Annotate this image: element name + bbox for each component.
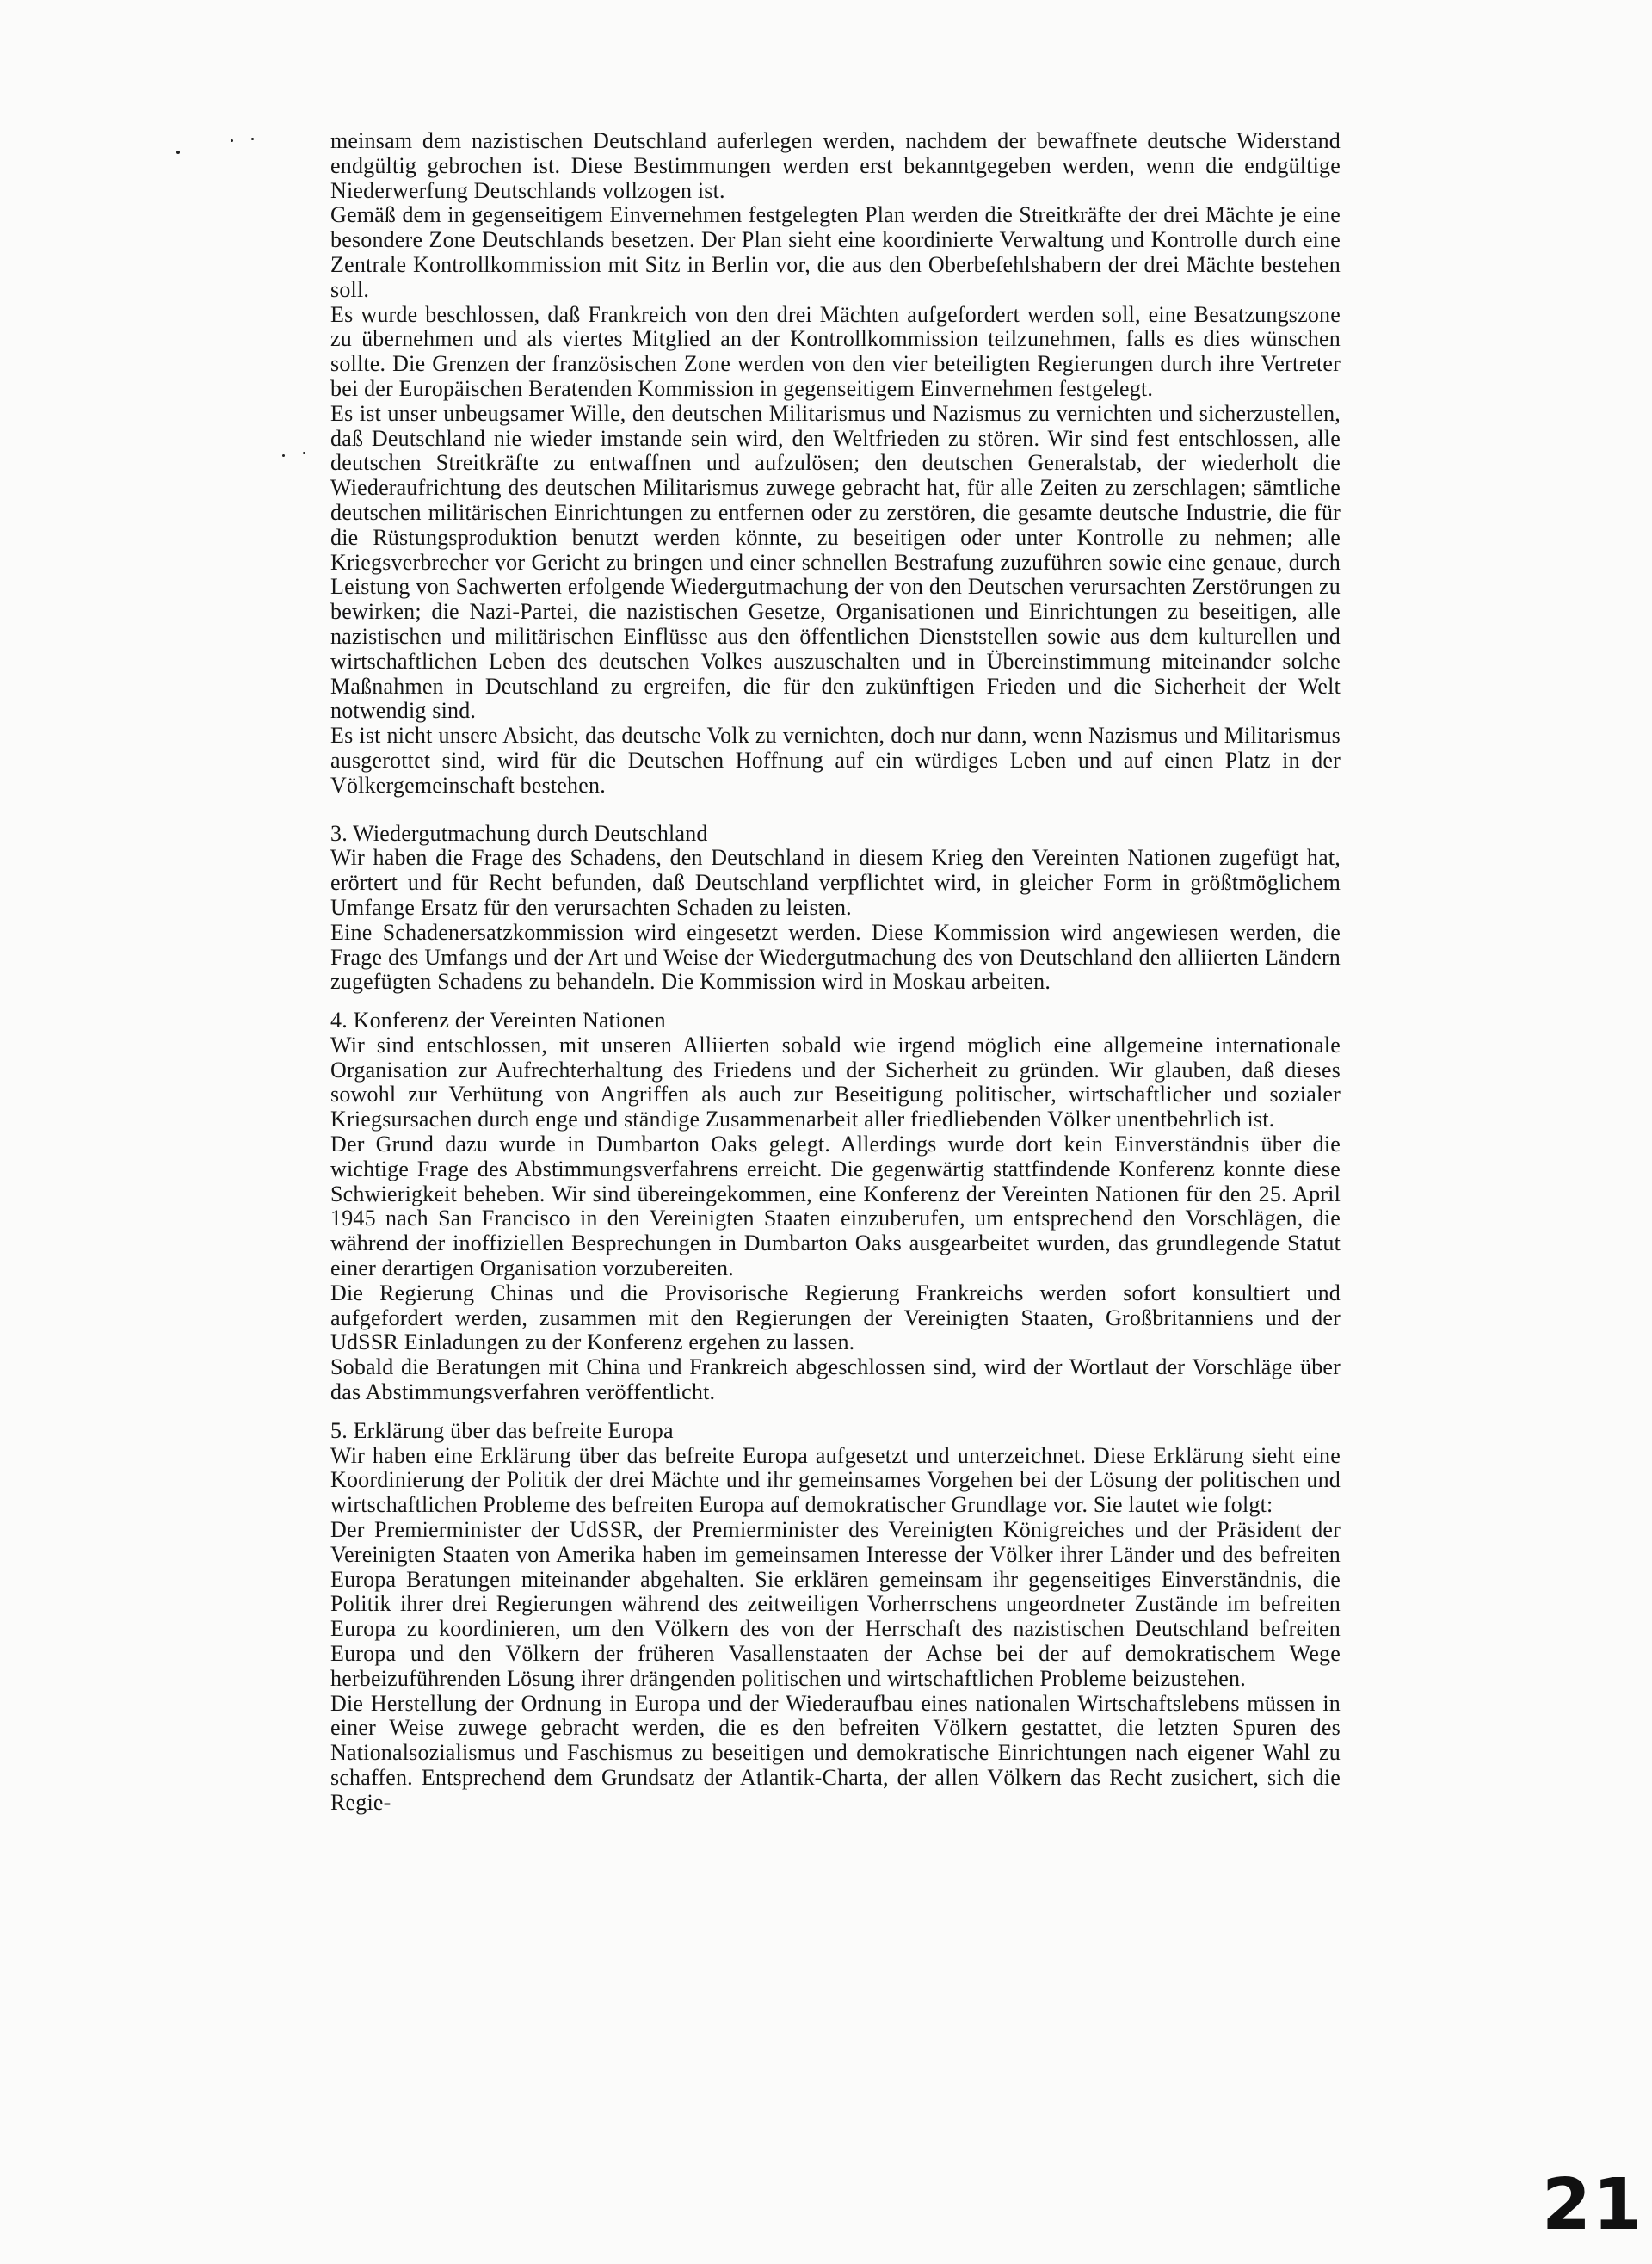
section-un-conference xyxy=(330,1009,1341,1405)
section-liberated-europe xyxy=(330,1419,1341,1816)
section-paragraph: Die Herstellung der Ordnung in Europa und der Wiederaufbau eines nationalen Wirtschaftslebens müssen in einer Weise zuwege gebracht werden, die es den befreiten Völkern gestattet, die letzten Spuren des Nationalsozialismus und Faschismus zu beseitigen und demokratische Einrichtungen nach eigener Wahl zu schaffen. Entsprechend dem Grundsatz der Atlantik-Charta, der allen Völkern das Recht zusichert, sich die Regie- xyxy=(330,1690,1341,1815)
section-reparations xyxy=(330,822,1341,996)
intro-paragraph-3: Es wurde beschlossen, daß Frankreich von den drei Mächten aufgefordert werden soll, eine Besatzungszone zu übernehmen und als viertes Mitglied an der Kontrollkommission teilzunehmen, falls es dies wünschen sollte. Die Grenzen der französischen Zone werden von den vier beteiligten Regierungen durch ihre Vertreter bei der Europäischen Beratenden Kommission in gegenseitigem Einvernehmen festgelegt. xyxy=(330,301,1341,401)
section-paragraph: Wir sind entschlossen, mit unseren Alliierten sobald wie irgend möglich eine allgemeine internationale Organisation zur Aufrechterhaltung des Friedens und der Sicherheit zu gründen. Wir glauben, daß dieses sowohl zur Verhütung von Angriffen als auch zur Beseitigung politischer, wirtschaftlicher und sozialer Kriegsursachen durch enge und ständige Zusammenarbeit aller friedliebenden Völker unentbehrlich ist. xyxy=(330,1032,1341,1132)
section-paragraph: Eine Schadenersatzkommission wird eingesetzt werden. Diese Kommission wird angewiesen werden, die Frage des Umfangs und der Art und Weise der Wiedergutmachung des von Deutschland den alliierten Ländern zugefügten Schadens zu behandeln. Die Kommission wird in Moskau arbeiten. xyxy=(330,919,1341,995)
scan-speck xyxy=(251,138,254,140)
section-paragraph: Der Grund dazu wurde in Dumbarton Oaks gelegt. Allerdings wurde dort kein Einverständnis über die wichtige Frage des Abstimmungsverfahrens erreicht. Die gegenwärtig stattfindende Konferenz konnte diese Schwierigkeit beheben. Wir sind übereingekommen, eine Konferenz der Vereinten Nationen für den 25. April 1945 nach San Francisco in den Vereinigten Staaten einzuberufen, um entsprechend den Vorschlägen, die während der inoffiziellen Besprechungen in Dumbarton Oaks ausgearbeitet wurden, das grundlegende Statut einer derartigen Organisation vorzubereiten. xyxy=(330,1132,1341,1281)
section-paragraph: Wir haben die Frage des Schadens, den Deutschland in diesem Krieg den Vereinten Nationen zugefügt hat, erörtert und für Recht befunden, daß Deutschland verpflichtet wird, in gleicher Form in größtmöglichem Umfange Ersatz für den verursachten Schaden zu leisten. xyxy=(330,845,1341,920)
intro-paragraph-5: Es ist nicht unsere Absicht, das deutsche Volk zu vernichten, doch nur dann, wenn Nazismus und Militarismus ausgerottet sind, wird für die Deutschen Hoffnung auf ein würdiges Leben und auf einen Platz in der Völkergemeinschaft bestehen. xyxy=(330,723,1341,798)
scan-speck xyxy=(303,452,305,454)
scan-speck xyxy=(282,454,285,457)
scan-speck xyxy=(176,151,180,154)
section-paragraph: Die Regierung Chinas und die Provisorische Regierung Frankreichs werden sofort konsultiert und aufgefordert werden, zusammen mit den Regierungen der Vereinigten Staaten, Großbritanniens und der UdSSR Einladungen zu der Konferenz ergehen zu lassen. xyxy=(330,1280,1341,1355)
section-paragraph: Der Premierminister der UdSSR, der Premierminister des Vereinigten Königreiches und der Präsident der Vereinigten Staaten von Amerika haben im gemeinsamen Interesse der Völker ihrer Länder und des befreiten Europa Beratungen miteinander abgehalten. Sie erklären gemeinsam ihr gegenseitiges Einverständnis, die Politik ihrer drei Regierungen während des zeitweiligen Vorherrschens ungeordneter Zustände im befreiten Europa zu koordinieren, um den Völkern des von der Herrschaft des nazistischen Deutschland befreiten Europa und den Völkern der früheren Vasallenstaaten der Achse bei der auf demokratischem Wege herbeizuführenden Lösung ihrer drängenden politischen und wirtschaftlichen Probleme beizustehen. xyxy=(330,1517,1341,1691)
section-heading: 4. Konferenz der Vereinten Nationen xyxy=(330,1008,666,1033)
section-paragraph: Wir haben eine Erklärung über das befreite Europa aufgesetzt und unterzeichnet. Diese Erklärung sieht eine Koordinierung der Politik der drei Mächte und ihr gemeinsames Vorgehen bei der Lösung der politischen und wirtschaftlichen Probleme des befreiten Europa auf demokratischer Grundlage vor. Sie lautet wie folgt: xyxy=(330,1442,1341,1518)
section-heading: 3. Wiedergutmachung durch Deutschland xyxy=(330,820,708,846)
intro-paragraph-2: Gemäß dem in gegenseitigem Einvernehmen festgelegten Plan werden die Streitkräfte der drei Mächte je eine besondere Zone Deutschlands besetzen. Der Plan sieht eine koordinierte Verwaltung und Kontrolle durch eine Zentrale Kontrollkommission mit Sitz in Berlin vor, die aus den Oberbefehlshabern der drei Mächte bestehen soll. xyxy=(330,202,1341,302)
intro-paragraph-4: Es ist unser unbeugsamer Wille, den deutschen Militarismus und Nazismus zu vernichten und sicherzustellen, daß Deutschland nie wieder imstande sein wird, den Weltfrieden zu stören. Wir sind fest entschlossen, alle deutschen Streitkräfte zu entwaffnen und aufzulösen; den deutschen Generalstab, der wiederholt die Wiederaufrichtung des deutschen Militarismus zuwege gebracht hat, für alle Zeiten zu zerschlagen; sämtliche deutschen militärischen Einrichtungen zu entfernen oder zu zerstören, die gesamte deutsche Industrie, die für die Rüstungsproduktion benutzt werden könnte, zu beseitigen oder unter Kontrolle zu nehmen; alle Kriegsverbrecher vor Gericht zu bringen und einer schnellen Bestrafung zuzuführen sowie eine genaue, durch Leistung von Sachwerten erfolgende Wiedergutmachung der von den Deutschen verursachten Zerstörungen zu bewirken; die Nazi-Partei, die nazistischen Gesetze, Organisationen und Einrichtungen zu beseitigen, alle nazistischen und militärischen Einflüsse aus den öffentlichen Dienststellen sowie aus dem kulturellen und wirtschaftlichen Leben des deutschen Volkes auszuschalten und in Übereinstimmung miteinander solche Maßnahmen in Deutschland zu ergreifen, die für den zukünftigen Frieden und die Sicherheit der Welt notwendig sind. xyxy=(330,400,1341,724)
body-text-column xyxy=(330,129,1341,1816)
section-heading: 5. Erklärung über das befreite Europa xyxy=(330,1417,674,1443)
page-number: 21 xyxy=(1542,2164,1644,2246)
intro-paragraph-1: meinsam dem nazistischen Deutschland auferlegen werden, nachdem der bewaffnete deutsche Widerstand endgültig gebrochen ist. Diese Bestimmungen werden erst bekanntgegeben werden, wenn die endgültige Niederwerfung Deutschlands vollzogen ist. xyxy=(330,128,1341,203)
scan-speck xyxy=(231,139,233,142)
section-paragraph: Sobald die Beratungen mit China und Frankreich abgeschlossen sind, wird der Wortlaut der Vorschläge über das Abstimmungsverfahren veröffentlicht. xyxy=(330,1354,1341,1405)
